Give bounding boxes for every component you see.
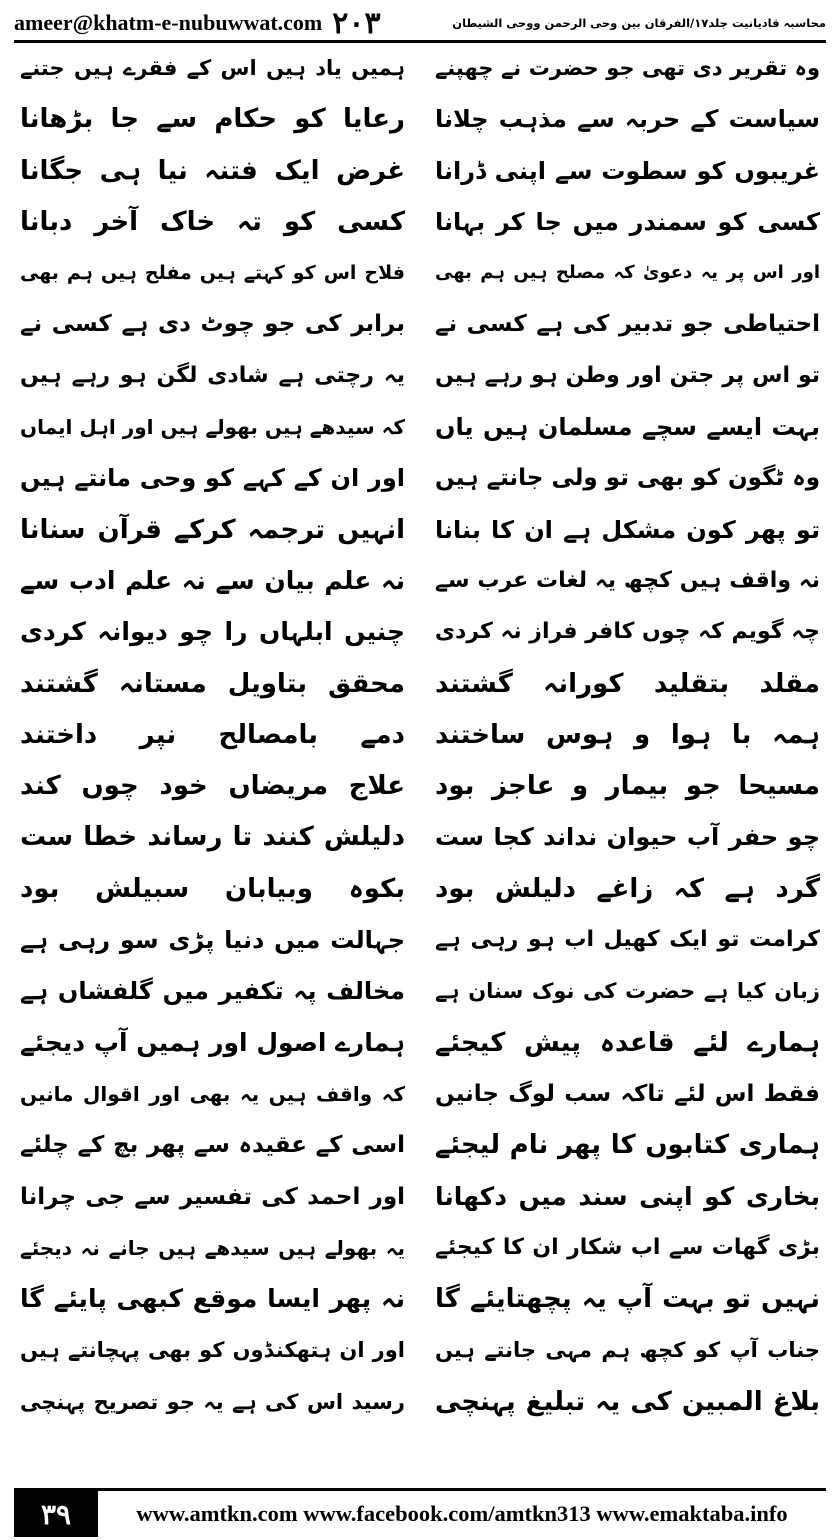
poem-line: مقلد بتقلید کورانہ گشتند [435,668,820,699]
poem-line: ہماری کتابوں کا پھر نام لیجئے [435,1130,820,1161]
poem-line: یہ بھولے ہیں سیدھے ہیں جانے نہ دیجئے [20,1235,405,1260]
poem-column-right [435,48,820,1426]
poem-line: چو حفر آب حیوان نداند کجا ست [435,823,820,852]
poem-line: کسی کو سمندر میں جا کر بہانا [435,207,820,236]
poem-line: تو اس پر جتن اور وطن ہو رہے ہیں [435,362,820,388]
poem-line: ہمیں یاد ہیں اس کے فقرے ہیں جتنے [20,56,405,80]
poem-line: احتیاطی جو تدبیر کی ہے کسی نے [435,311,820,338]
poem-line: اور ان ہتھکنڈوں کو بھی پہچانتے ہیں [20,1338,405,1363]
poem-line: نہیں تو بہت آپ یہ پچھتایئے گا [435,1284,820,1315]
poem-line: کسی کو تہ خاک آخر دبانا [20,206,405,237]
poem-line: چنیں ابلہاں را چو دیوانہ کردی [20,617,405,647]
footer-links: www.amtkn.com www.facebook.com/amtkn313 www.emaktaba.info [136,1501,788,1526]
poem-line: انہیں ترجمہ کرکے قرآن سنانا [20,514,405,545]
poem-line: زبان کیا ہے حضرت کی نوک سنان ہے [435,979,820,1004]
poem-line: جہالت میں دنیا پڑی سو رہی ہے [20,926,405,955]
poem-line: بلاغ المبین کی یہ تبلیغ پہنچی [435,1386,820,1417]
poem-line: وہ تقریر دی تھی جو حضرت نے چھپنے [435,56,820,80]
poem-line: گرد ہے کہ زاغے دلیلش بود [435,873,820,904]
poem-line: بڑی گھات سے اب شکار ان کا کیجئے [435,1234,820,1260]
poem-line: فقط اس لئے تاکہ سب لوگ جانیں [435,1080,820,1107]
poem-line: اور اس پر یہ دعویٰ کہ مصلح ہیں ہم بھی [435,262,820,284]
poem-line: تو پھر کون مشکل ہے ان کا بنانا [435,515,820,544]
footer-page-number: ۳۹ [14,1491,98,1537]
poem-line: دلیلش کنند تا رساند خطا ست [20,822,405,853]
poem-line: یہ رچتی ہے شادی لگن ہو رہے ہیں [20,362,405,388]
poem-line: رعایا کو حکام سے جا بڑھانا [20,104,405,135]
poem-line: بخاری کو اپنی سند میں دکھانا [435,1181,820,1211]
poem-line: چہ گویم کہ چوں کافر فراز نہ کردی [435,619,820,645]
poem-line: بہت ایسے سچے مسلمان ہیں یاں [435,413,820,442]
poem-line: مسیحا جو بیمار و عاجز بود [435,771,820,802]
poem-line: محقق بتاویل مستانہ گشتند [20,668,405,699]
poem-line: کہ واقف ہیں یہ بھی اور اقوال مانیں [20,1081,405,1106]
poem-line: غریبوں کو سطوت سے اپنی ڈرانا [435,156,820,185]
poem-line: اور احمد کی تفسیر سے جی چرانا [20,1183,405,1210]
poem-line: ہمارے اصول اور ہمیں آپ دیجئے [20,1027,405,1057]
poem-line: ہمارے لئے قاعدہ پیش کیجئے [435,1027,820,1058]
page-header [14,6,826,43]
poem-line: کرامت تو ایک کھیل اب ہو رہی ہے [435,927,820,953]
poem-line: نہ واقف ہیں کچھ یہ لغات عرب سے [435,567,820,593]
poem-line: نہ علم بیان سے نہ علم ادب سے [20,565,405,595]
poem-line: بکوہ وبیابان سبیلش بود [20,873,405,904]
poem-line: رسید اس کی ہے یہ جو تصریح پہنچی [20,1389,405,1414]
header-book-title: محاسبہ قادیانیت جلد۱۷/الفرقان بین وحی الرحمن ووحی الشیطان [452,16,826,30]
poem-column-left [20,48,405,1426]
poem-line: اسی کے عقیدہ سے پھر بچ کے چلئے [20,1132,405,1159]
poem-line: اور ان کے کہے کو وحی مانتے ہیں [20,464,405,493]
poem-line: جناب آپ کو کچھ ہم مہی جانتے ہیں [435,1338,820,1363]
poem-line: سیاست کے حربہ سے مذہب چلانا [435,105,820,134]
header-email: ameer@khatm-e-nubuwwat.com [14,10,323,35]
poem-body [20,48,820,1426]
poem-line: علاج مریضاں خود چوں کند [20,771,405,802]
poem-line: فلاح اس کو کہتے ہیں مفلح ہیں ہم بھی [20,262,405,285]
poem-line: غرض ایک فتنہ نیا ہی جگانا [20,155,405,186]
poem-line: وہ ٹگون کو بھی تو ولی جانتے ہیں [435,465,820,492]
page-footer [14,1488,826,1537]
poem-line: برابر کی جو چوٹ دی ہے کسی نے [20,311,405,338]
poem-line: ہمہ با ہوا و ہوس ساختند [435,719,820,750]
poem-line: مخالف پہ تکفیر میں گلفشاں ہے [20,977,405,1006]
header-page-number: ۲۰۳ [332,5,381,41]
poem-line: دمے بامصالح نپر داختند [20,719,405,750]
poem-line: نہ پھر ایسا موقع کبھی پایئے گا [20,1284,405,1314]
poem-line: کہ سیدھے ہیں بھولے ہیں اور اہل ایماں [20,415,405,440]
